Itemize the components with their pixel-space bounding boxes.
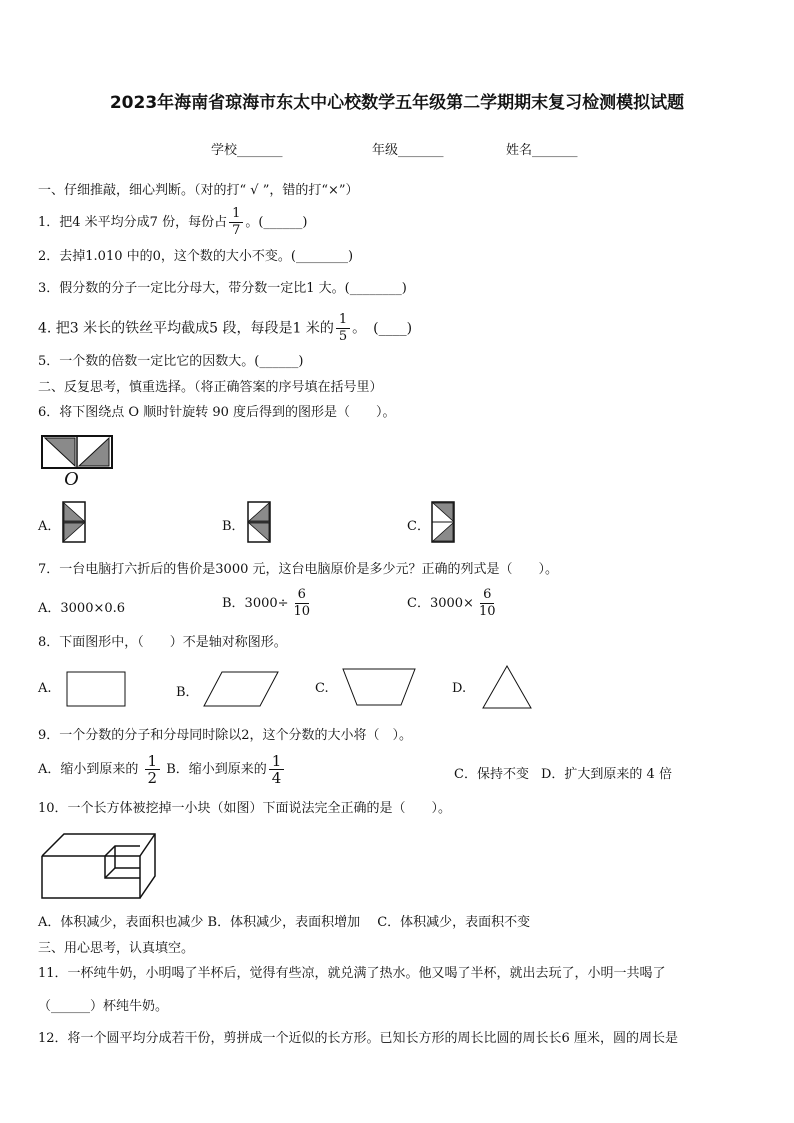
q10-top-edge — [140, 834, 155, 856]
q8-parallelogram — [204, 672, 278, 706]
q6-right-triangle — [79, 438, 109, 466]
q10-notch-top — [105, 846, 140, 856]
q8-triangle-shape[interactable] — [483, 666, 533, 710]
q10-front-face — [42, 856, 140, 898]
question-2: 2．去掉1.010 中的0，这个数的大小不变。(________) — [38, 249, 354, 264]
q10-options[interactable]: A．体积减少，表面积也减少 B．体积减少，表面积增加 C．体积减少，表面积不变 — [38, 915, 531, 930]
q9-option-c[interactable]: C．保持不变 — [454, 767, 529, 782]
q10-notch-front — [105, 856, 140, 878]
q6-a-top-triangle — [64, 503, 84, 521]
q9-a-text: A．缩小到原来的 — [38, 762, 139, 777]
question-11-line-1: 11．一杯纯牛奶，小明喝了半杯后，觉得有些凉，就兑满了热水。他又喝了半杯，就出去玩了，小明一共喝了 — [38, 966, 666, 981]
q4-answer-blank: 。 (____) — [352, 320, 413, 337]
q4-fraction — [336, 312, 350, 345]
q6-option-b-figure[interactable] — [248, 502, 272, 544]
q6-left-triangle — [45, 438, 75, 466]
q8-option-c-label[interactable]: C. — [315, 681, 329, 696]
q7-c-numerator: 6 — [480, 587, 494, 604]
q8-rectangle-shape[interactable] — [67, 672, 127, 708]
q1-denominator: 7 — [232, 223, 241, 238]
q9-option-a[interactable] — [38, 752, 286, 788]
question-9: 9．一个分数的分子和分母同时除以2，这个分数的大小将（ ）。 — [38, 728, 413, 743]
question-8: 8．下面图形中，（ ）不是轴对称图形。 — [38, 635, 287, 650]
grade-field: 年级_______ — [372, 143, 444, 158]
q10-top-right — [42, 834, 155, 898]
q7-b-fraction — [291, 587, 314, 620]
section-1-heading: 一、仔细推敲，细心判断。（对的打“ √ ”，错的打“×”） — [38, 183, 359, 198]
q4-numerator: 1 — [336, 312, 350, 329]
section-2-heading: 二、反复思考，慎重选择。（将正确答案的序号填在括号里） — [38, 380, 383, 395]
q6-b-top-triangle — [249, 503, 269, 521]
q7-c-fraction — [476, 587, 499, 620]
q7-b-numerator: 6 — [295, 587, 309, 604]
question-3: 3．假分数的分子一定比分母大，带分数一定比1 大。(________) — [38, 281, 407, 296]
q10-cuboid-figure — [40, 832, 160, 902]
q9-a-fraction — [145, 753, 161, 786]
q7-option-a[interactable]: A．3000×0.6 — [38, 601, 126, 616]
question-12: 12．将一个圆平均分成若干份，剪拼成一个近似的长方形。已知长方形的周长比圆的周长长6 厘米，圆的周长是 — [38, 1031, 678, 1046]
q1-fraction — [229, 206, 243, 239]
question-6: 6．将下图绕点 O 顺时针旋转 90 度后得到的图形是（ ）。 — [38, 405, 396, 420]
q7-b-text: B．3000÷ — [222, 596, 289, 611]
q1-text: 1．把4 米平均分成7 份，每份占 — [38, 215, 228, 230]
q8-option-d-label[interactable]: D. — [452, 681, 467, 696]
q6-c-bottom-triangle — [433, 523, 453, 541]
school-field: 学校_______ — [211, 143, 283, 158]
q6-option-a-label[interactable]: A． — [38, 519, 61, 534]
page-title: 2023年海南省琼海市东太中心校数学五年级第二学期期末复习检测模拟试题 — [109, 93, 685, 113]
q6-option-c-label[interactable]: C． — [407, 519, 430, 534]
q6-option-c-figure[interactable] — [432, 502, 456, 544]
q1-answer-blank: 。(______) — [245, 215, 308, 230]
q8-triangle — [483, 666, 531, 708]
q7-c-denominator: 10 — [478, 604, 496, 619]
q4-denominator: 5 — [338, 329, 348, 344]
q1-numerator: 1 — [229, 206, 243, 223]
q9-option-d[interactable]: D．扩大到原来的 4 倍 — [541, 767, 672, 782]
question-7: 7．一台电脑打六折后的售价是3000 元，这台电脑原价是多少元？正确的列式是（ ）。 — [38, 562, 558, 577]
q6-option-a-figure[interactable] — [63, 502, 87, 544]
question-11-line-2: （______）杯纯牛奶。 — [38, 999, 169, 1014]
question-10: 10．一个长方体被挖掉一小块（如图）下面说法完全正确的是（ ）。 — [38, 801, 452, 816]
question-4 — [38, 312, 412, 345]
q6-c-top-triangle — [433, 503, 453, 521]
q7-c-text: C．3000× — [407, 596, 474, 611]
q9-b-fraction — [269, 753, 285, 786]
q7-b-denominator: 10 — [293, 604, 311, 619]
question-1 — [38, 206, 308, 239]
q9-b-numerator: 1 — [269, 753, 285, 770]
q9-a-numerator: 1 — [145, 753, 161, 770]
q8-trapezoid-shape[interactable] — [343, 669, 417, 707]
q8-rectangle — [67, 672, 125, 706]
q9-b-denominator: 4 — [271, 769, 282, 787]
question-5: 5．一个数的倍数一定比它的因数大。(______) — [38, 354, 304, 369]
section-3-heading: 三、用心思考，认真填空。 — [38, 941, 195, 956]
q8-parallelogram-shape[interactable] — [204, 672, 280, 708]
q8-option-b-label[interactable]: B． — [176, 685, 199, 700]
q9-a-denominator: 2 — [147, 769, 158, 787]
q7-option-b[interactable] — [222, 587, 315, 621]
q6-a-bottom-triangle — [64, 523, 84, 541]
q7-option-c[interactable] — [407, 587, 500, 621]
q4-text: 4. 把3 米长的铁丝平均截成5 段，每段是1 米的 — [38, 320, 334, 337]
q6-option-b-label[interactable]: B． — [222, 519, 245, 534]
q8-trapezoid — [343, 669, 415, 705]
q9-b-text[interactable]: B．缩小到原来的 — [166, 762, 267, 777]
q6-point-o: O — [64, 468, 79, 490]
q6-b-bottom-triangle — [249, 523, 269, 541]
name-field: 姓名_______ — [506, 143, 578, 158]
q8-option-a-label[interactable]: A. — [38, 681, 52, 696]
q10-notch-inner-diagonal — [105, 868, 115, 878]
